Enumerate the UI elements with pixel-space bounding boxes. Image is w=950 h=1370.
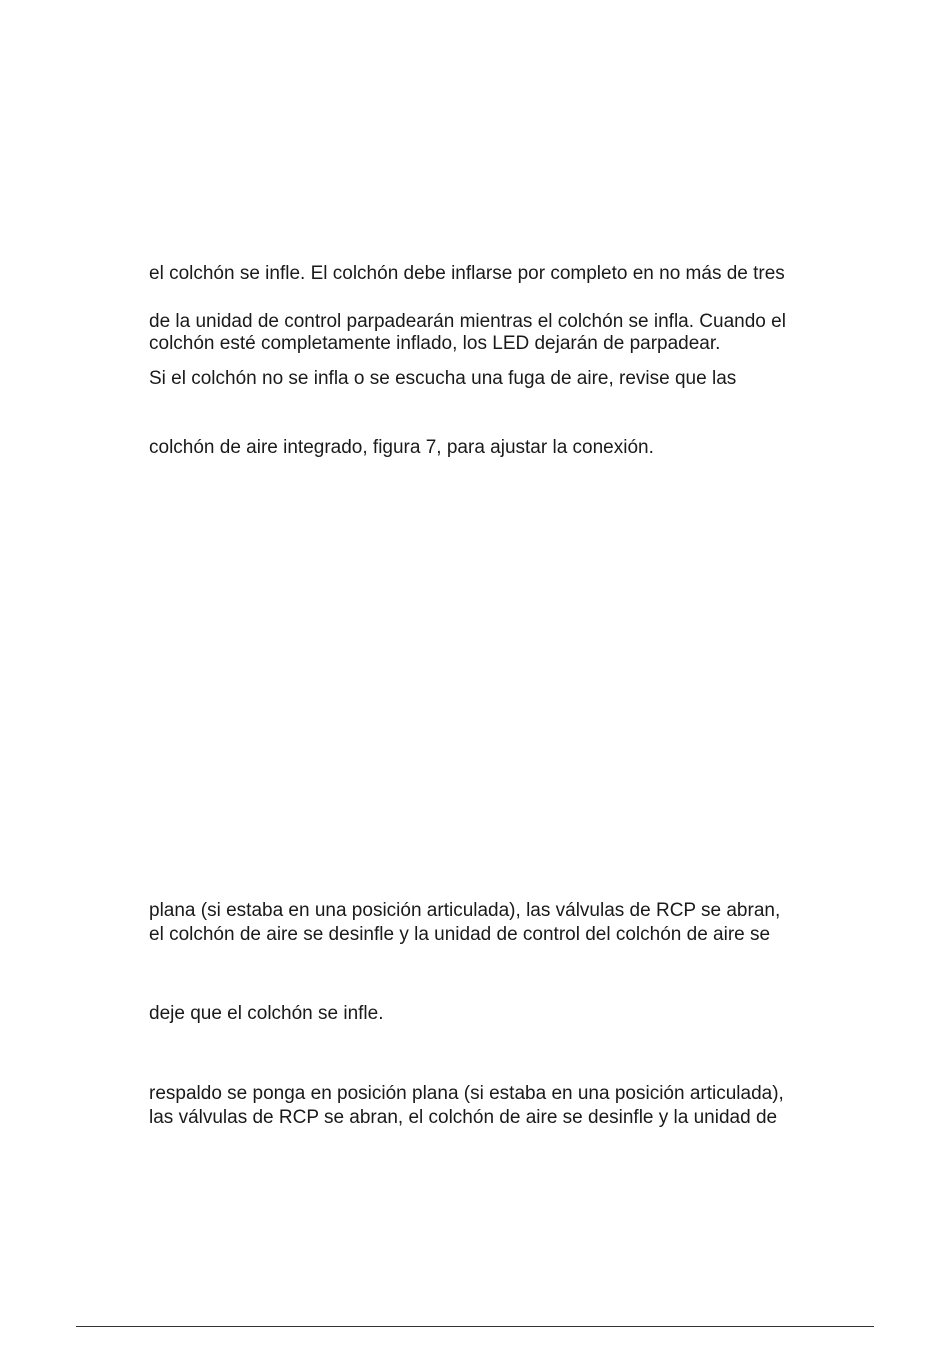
text-line: las válvulas de RCP se abran, el colchón de aire se desinfle y la unidad de [149,1107,778,1128]
text-line: el colchón de aire se desinfle y la unidad de control del colchón de aire se [149,924,771,945]
text-line: colchón esté completamente inflado, los LED dejarán de parpadear. [149,333,721,354]
text-line: plana (si estaba en una posición articulada), las válvulas de RCP se abran, [149,900,781,921]
text-line: colchón de aire integrado, figura 7, para ajustar la conexión. [149,437,654,458]
text-line: deje que el colchón se infle. [149,1003,384,1024]
text-line: Si el colchón no se infla o se escucha una fuga de aire, revise que las [149,368,737,389]
text-line: respaldo se ponga en posición plana (si estaba en una posición articulada), [149,1083,784,1104]
text-line: el colchón se infle. El colchón debe inflarse por completo en no más de tres [149,263,785,284]
text-line: de la unidad de control parpadearán mientras el colchón se infla. Cuando el [149,311,786,332]
footer-divider [76,1326,874,1327]
